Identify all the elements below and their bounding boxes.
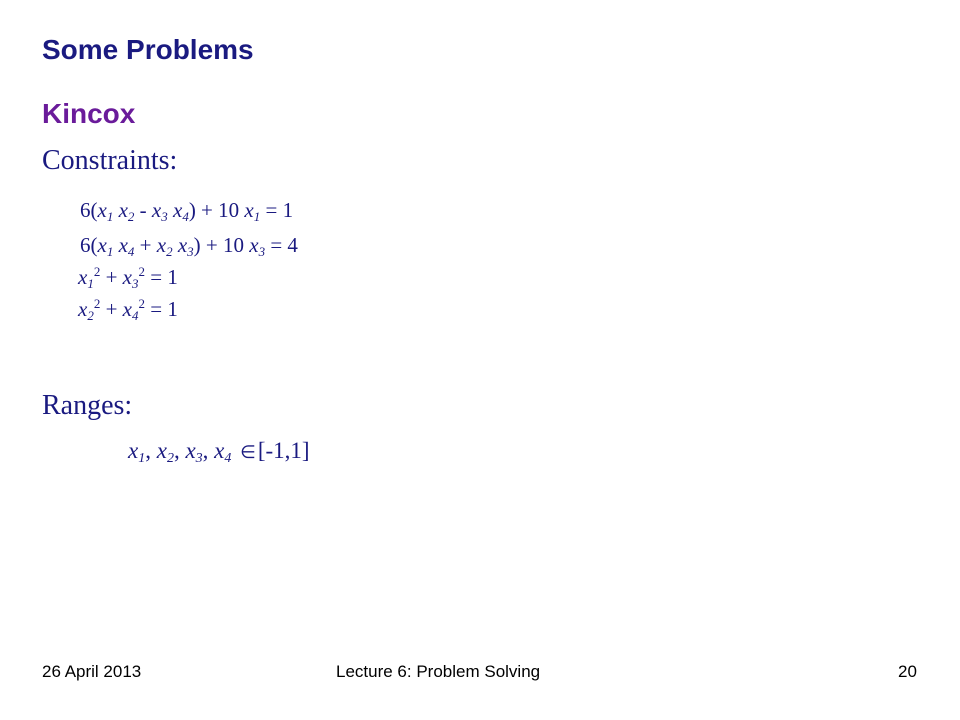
constraints-heading: Constraints: — [42, 145, 178, 176]
constraint-equation-1: $6(x_1$ $x_2 - x_3$ $x_4) + 10$ $x_1 = 1$ — [80, 198, 294, 224]
constraint-equation-2: $6(x_1$ $x_4 + x_2$ $x_3) + 10$ $x_3 = 4$ — [80, 233, 298, 259]
footer-page-number: 20 — [898, 662, 917, 681]
slide-subtitle: Kincox — [42, 98, 136, 129]
constraint-equation-4: $x_2^2 + x_4^2 = 1$ — [78, 296, 178, 323]
constraint-equation-3: $x_1^2 + x_3^2 = 1$ — [78, 264, 178, 291]
footer-date: 26 April 2013 — [42, 662, 142, 681]
range-expression: $x_1$, $x_2$, $x_3$, $x_4$ ∈[-1,1] — [128, 438, 310, 466]
footer-lecture: Lecture 6: Problem Solving — [336, 662, 541, 681]
slide-title: Some Problems — [42, 34, 254, 65]
ranges-heading: Ranges: — [42, 390, 133, 421]
